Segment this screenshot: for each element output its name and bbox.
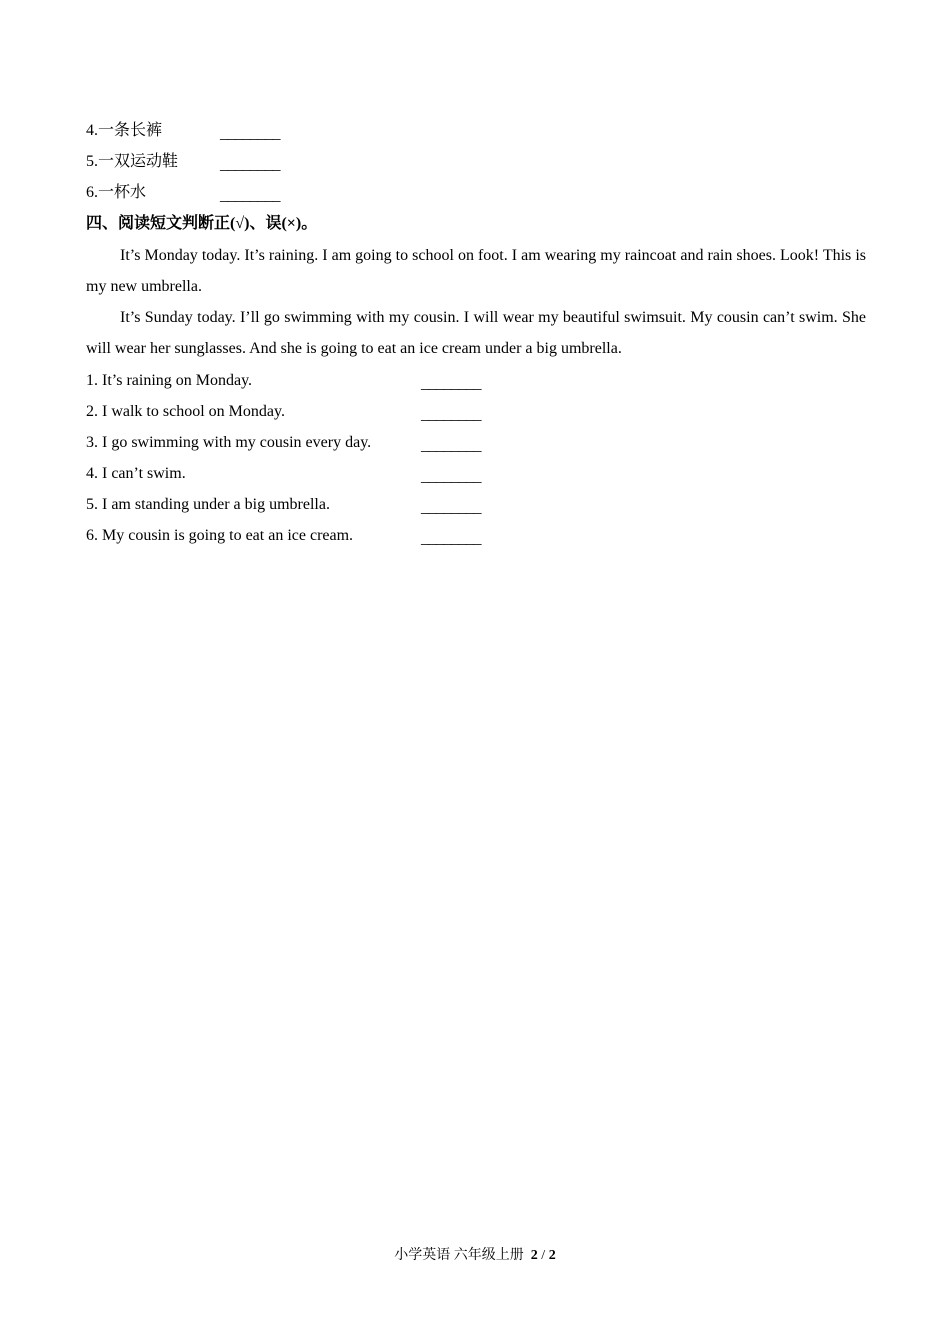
answer-blank-5[interactable]: ________ xyxy=(421,499,481,516)
vocab-label: 6.一杯水 xyxy=(86,184,147,201)
question-2: 2. I walk to school on Monday. xyxy=(86,403,285,420)
question-6: 6. My cousin is going to eat an ice cream. xyxy=(86,527,354,544)
question-5: 5. I am standing under a big umbrella. xyxy=(86,496,330,513)
reading-paragraph-1: It’s Monday today. It’s raining. I am going to school on foot. I am wearing my raincoat and rain shoes. Look! This is my new umbrella. xyxy=(86,247,866,295)
vocab-answer-blank[interactable]: ________ xyxy=(220,187,280,204)
vocab-label: 4.一条长裤 xyxy=(86,122,163,139)
question-4: 4. I can’t swim. xyxy=(86,465,186,482)
answer-blank-2[interactable]: ________ xyxy=(421,406,481,423)
answer-blank-3[interactable]: ________ xyxy=(421,437,481,454)
footer-title: 小学英语 六年级上册 xyxy=(394,1248,524,1263)
question-1: 1. It’s raining on Monday. xyxy=(86,372,253,389)
vocab-answer-blank[interactable]: ________ xyxy=(220,156,280,173)
vocab-label: 5.一双运动鞋 xyxy=(86,153,179,170)
page-number-current: 2 xyxy=(530,1248,538,1263)
vocab-item-6 xyxy=(86,183,146,203)
vocab-answer-blank[interactable]: ________ xyxy=(220,125,280,142)
page-footer xyxy=(0,1246,950,1266)
question-3: 3. I go swimming with my cousin every day. xyxy=(86,434,372,451)
answer-blank-6[interactable]: ________ xyxy=(421,530,481,547)
page-number-total: 2 xyxy=(548,1248,556,1263)
vocab-item-5 xyxy=(86,152,178,172)
vocab-item-4 xyxy=(86,121,162,141)
section-title: 四、阅读短文判断正(√)、误(×)。 xyxy=(86,215,318,232)
answer-blank-4[interactable]: ________ xyxy=(421,468,481,485)
reading-paragraph-2: It’s Sunday today. I’ll go swimming with my cousin. I will wear my beautiful swimsuit. My cousin can’t swim. She will wear her sunglasses. And she is going to eat an ice cream under a big umbrella. xyxy=(86,309,866,357)
answer-blank-1[interactable]: ________ xyxy=(421,375,481,392)
page-number-separator: / xyxy=(541,1248,546,1263)
